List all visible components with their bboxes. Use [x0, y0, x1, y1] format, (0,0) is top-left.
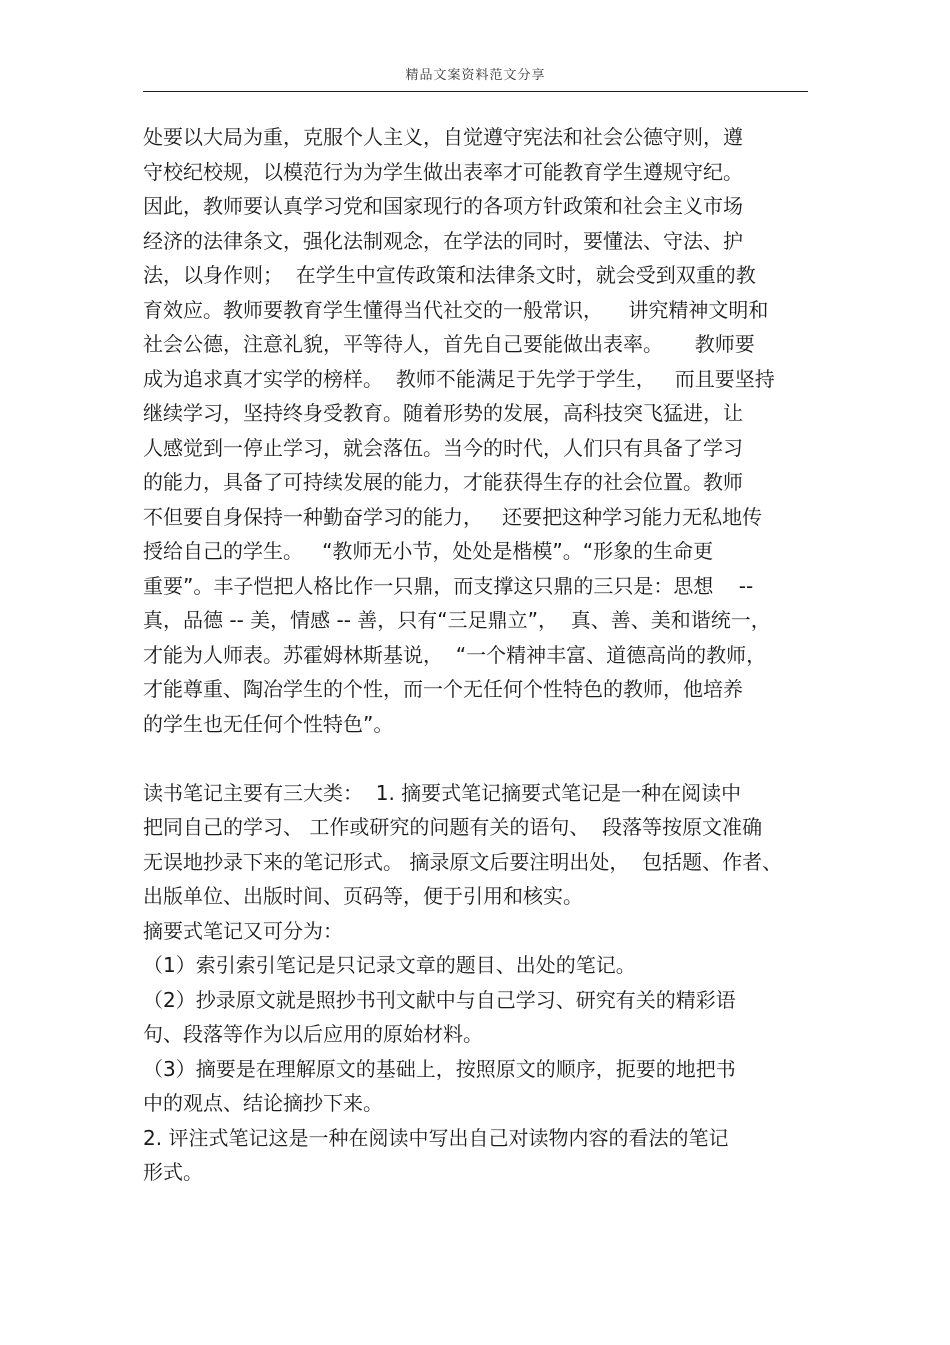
text-line: 经济的法律条文，强化法制观念，在学法的同时，要懂法、守法、护	[143, 228, 743, 253]
text-line: 人感觉到一停止学习，就会落伍。当今的时代，人们只有具备了学习	[143, 435, 743, 460]
text-line: 育效应。教师要教育学生懂得当代社交的一般常识， 讲究精神文明和	[143, 297, 769, 322]
header-rule	[143, 91, 808, 92]
text-line: 把同自己的学习、 工作或研究的问题有关的语句、 段落等按原文准确	[143, 815, 763, 839]
body-text	[143, 120, 808, 1190]
text-line: 摘要式笔记又可分为：	[143, 918, 343, 943]
text-line: 读书笔记主要有三大类： 1. 摘要式笔记摘要式笔记是一种在阅读中	[143, 780, 742, 805]
text-line: 形式。	[143, 1160, 203, 1184]
text-line: 不但要自身保持一种勤奋学习的能力， 还要把这种学习能力无私地传	[143, 504, 763, 529]
text-line: 句、段落等作为以后应用的原始材料。	[143, 1022, 483, 1046]
text-line: 重要”。丰子恺把人格比作一只鼎，而支撑这只鼎的三只是：思想 --	[143, 573, 754, 598]
text-line: 法，以身作则； 在学生中宣传政策和法律条文时，就会受到双重的教	[143, 263, 756, 287]
text-line: 中的观点、结论摘抄下来。	[143, 1091, 383, 1115]
text-line: （3）摘要是在理解原文的基础上，按照原文的顺序，扼要的地把书	[143, 1056, 736, 1081]
page-header: 精品文案资料范文分享	[405, 68, 546, 83]
text-line: 的能力，具备了可持续发展的能力，才能获得生存的社会位置。教师	[143, 470, 743, 494]
text-line: 授给自己的学生。 “教师无小节，处处是楷模”。“形象的生命更	[143, 539, 714, 563]
text-line: （1）索引索引笔记是只记录文章的题目、出处的笔记。	[143, 953, 636, 977]
text-line: 真，品德 -- 美，情感 -- 善，只有“三足鼎立”， 真、善、美和谐统一，	[143, 608, 771, 632]
text-line: 继续学习，坚持终身受教育。随着形势的发展，高科技突飞猛进，让	[143, 401, 743, 425]
text-line: 2. 评注式笔记这是一种在阅读中写出自己对读物内容的看法的笔记	[143, 1125, 729, 1150]
text-line: 成为追求真才实学的榜样。 教师不能满足于先学于学生， 而且要坚持	[143, 366, 775, 391]
text-line: 的学生也无任何个性特色”。	[143, 711, 394, 736]
text-line: （2）抄录原文就是照抄书刊文献中与自己学习、研究有关的精彩语	[143, 987, 736, 1012]
paragraph-gap	[143, 741, 808, 776]
text-line: 处要以大局为重，克服个人主义，自觉遵守宪法和社会公德守则，遵	[143, 125, 743, 149]
text-line: 因此，教师要认真学习党和国家现行的各项方针政策和社会主义市场	[143, 194, 743, 218]
text-line: 守校纪校规，以模范行为为学生做出表率才可能教育学生遵规守纪。	[143, 159, 743, 184]
text-line: 无误地抄录下来的笔记形式。 摘录原文后要注明出处， 包括题、作者、	[143, 849, 783, 874]
text-line: 才能尊重、陶冶学生的个性，而一个无任何个性特色的教师，他培养	[143, 677, 743, 701]
text-line: 出版单位、出版时间、页码等，便于引用和核实。	[143, 884, 583, 908]
text-line: 社会公德，注意礼貌，平等待人，首先自己要能做出表率。 教师要	[143, 332, 755, 356]
text-line: 才能为人师表。苏霍姆林斯基说， “一个精神丰富、道德高尚的教师，	[143, 642, 767, 667]
